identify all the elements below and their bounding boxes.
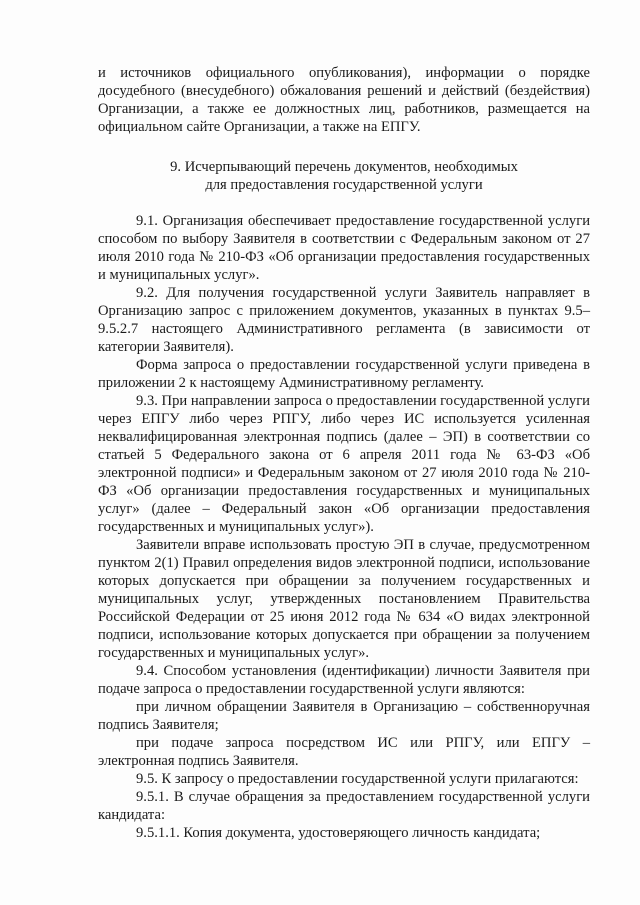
section-heading-line-1: 9. Исчерпывающий перечень документов, необходимых	[170, 159, 518, 175]
document-body	[98, 64, 590, 842]
paragraph-remote-submission: при подаче запроса посредством ИС или РПГУ, или ЕПГУ – электронная подпись Заявителя.	[98, 735, 590, 769]
section-heading	[98, 158, 590, 194]
paragraph-9-1: 9.1. Организация обеспечивает предоставление государственной услуги способом по выбору Заявителя в соответствии с Федеральным законом от 27 июля 2010 года № 210-ФЗ «Об организации предоставления государственных и муниципальных услуг».	[98, 213, 590, 283]
paragraph-personal-appeal: при личном обращении Заявителя в Организацию – собственноручная подпись Заявителя;	[98, 699, 590, 733]
paragraph-9-4: 9.4. Способом установления (идентификации) личности Заявителя при подаче запроса о предоставлении государственной услуги являются:	[98, 663, 590, 697]
paragraph-9-5: 9.5. К запросу о предоставлении государственной услуги прилагаются:	[136, 771, 579, 787]
section-heading-line-2: для предоставления государственной услуги	[205, 177, 483, 193]
paragraph-9-5-1-1: 9.5.1.1. Копия документа, удостоверяющего личность кандидата;	[136, 825, 541, 841]
paragraph-request-form: Форма запроса о предоставлении государственной услуги приведена в приложении 2 к настоящему Административному регламенту.	[98, 357, 590, 391]
paragraph-9-3: 9.3. При направлении запроса о предоставлении государственной услуги через ЕПГУ либо через РПГУ, либо через ИС используется усиленная неквалифицированная электронная подпись (далее – ЭП) в соответствии со статьей 5 Федерального закона от 6 апреля 2011 года № 63-ФЗ «Об электронной подписи» и Федеральным законом от 27 июля 2010 года № 210-ФЗ «Об организации предоставления государственных и муниципальных услуг» (далее – Федеральный закон «Об организации предоставления государственных и муниципальных услуг»).	[98, 393, 590, 535]
paragraph-9-2: 9.2. Для получения государственной услуги Заявитель направляет в Организацию запрос с приложением документов, указанных в пунктах 9.5–9.5.2.7 настоящего Административного регламента (в зависимости от категории Заявителя).	[98, 285, 590, 355]
paragraph-simple-signature: Заявители вправе использовать простую ЭП в случае, предусмотренном пунктом 2(1) Правил определения видов электронной подписи, использование которых допускается при обращении за получением государственных и муниципальных услуг, утвержденных постановлением Правительства Российской Федерации от 25 июня 2012 года № 634 «О видах электронной подписи, использование которых допускается при обращении за получением государственных и муниципальных услуг».	[98, 537, 590, 661]
paragraph-9-5-1: 9.5.1. В случае обращения за предоставлением государственной услуги кандидата:	[98, 789, 590, 823]
intro-paragraph: и источников официального опубликования), информации о порядке досудебного (внесудебного) обжалования решений и действий (бездействия) Организации, а также ее должностных лиц, работников, размещается на официальном сайте Организации, а также на ЕПГУ.	[98, 65, 590, 135]
